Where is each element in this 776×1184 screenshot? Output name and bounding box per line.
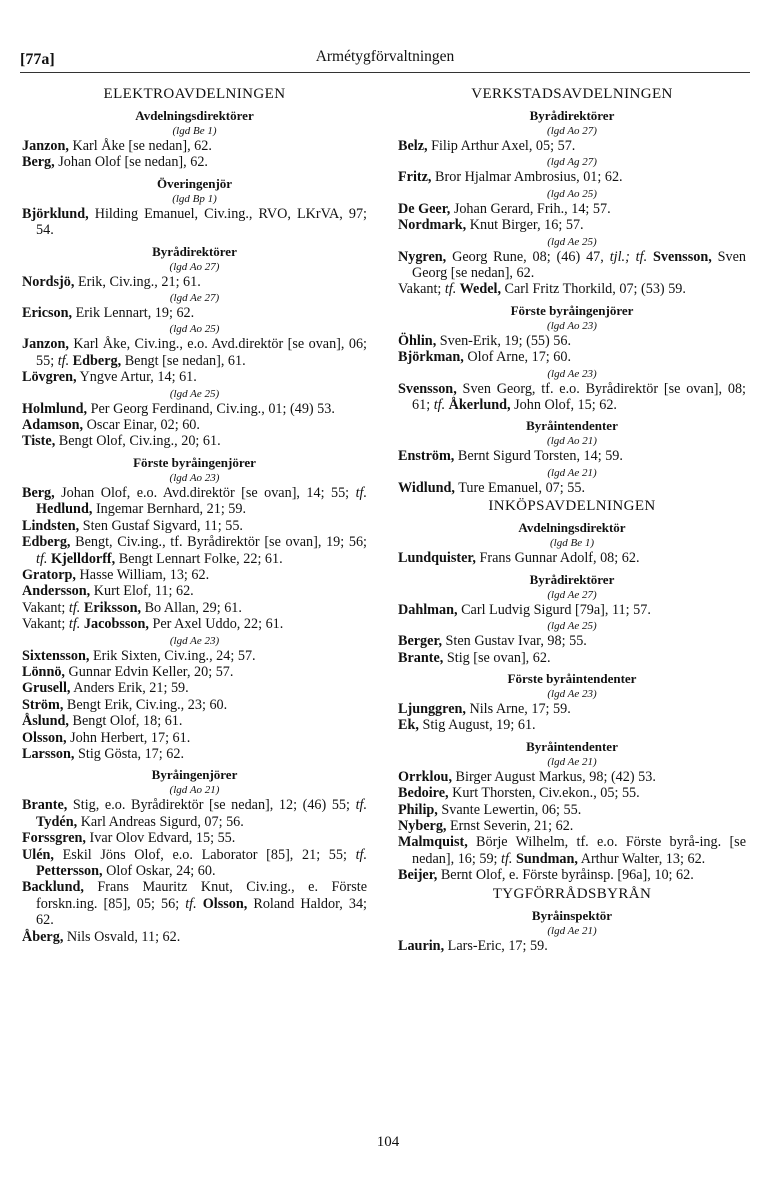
surname: Olsson, [22, 729, 67, 746]
entry-details: Vakant; [22, 599, 69, 616]
entry-details: Nils Osvald, 11; 62. [63, 928, 181, 945]
surname: Öhlin, [398, 332, 437, 349]
acting-marker: tf. [68, 599, 81, 616]
salary-grade: (lgd Ao 21) [547, 435, 597, 448]
entry-details: Ture Emanuel, 07; 55. [454, 479, 585, 496]
entry-details: Johan Gerard, Frih., 14; 57. [450, 200, 611, 217]
entry-details: Kurt Thorsten, Civ.ekon., 05; 55. [448, 785, 640, 802]
staff-entry [22, 616, 367, 632]
acting-surname: Tydén, [36, 813, 78, 830]
position-title: Överingenjör [156, 175, 233, 191]
surname: Bedoire, [398, 785, 449, 802]
entry-details: Vakant; [398, 281, 445, 298]
running-title: Armétygförvaltningen [315, 48, 455, 65]
acting-marker: tf. [355, 484, 367, 501]
staff-entry [398, 802, 746, 818]
surname: Brante, [22, 797, 68, 814]
surname: Nordsjö, [22, 273, 75, 290]
entry-details: Karl Åke [se nedan], 62. [68, 138, 212, 154]
surname: Gratorp, [22, 566, 76, 583]
staff-entry [398, 602, 746, 618]
staff-entry [398, 249, 746, 282]
surname: De Geer, [398, 200, 451, 217]
surname: Lönnö, [22, 663, 65, 680]
entry-details: Nils Arne, 17; 59. [465, 700, 571, 717]
staff-entry [22, 274, 367, 290]
staff-entry [398, 867, 746, 883]
staff-entry [22, 305, 367, 321]
salary-grade: (lgd Ae 21) [547, 755, 597, 768]
entry-details: Yngve Artur, 14; 61. [76, 369, 197, 386]
entry-details: Stig Gösta, 17; 62. [74, 745, 185, 762]
acting-marker: tf. [36, 550, 48, 567]
surname: Berg, [22, 484, 55, 501]
acting-marker: tf. [355, 797, 367, 814]
entry-details: Lars-Eric, 17; 59. [444, 937, 548, 954]
acting-surname: Kjelldorff, [47, 550, 116, 567]
section-heading: ELEKTROAVDELNINGEN [103, 86, 286, 102]
right-column [398, 84, 746, 954]
staff-entry [398, 650, 746, 666]
acting-surname: Olsson, [196, 895, 248, 912]
staff-entry [398, 550, 746, 566]
staff-entry [398, 448, 746, 464]
entry-details: John Herbert, 17; 61. [66, 729, 191, 746]
surname: Nygren, [398, 248, 447, 265]
entry-details: Olof Arne, 17; 60. [463, 349, 572, 366]
salary-grade: (lgd Ao 23) [547, 319, 597, 332]
entry-details: Sven-Erik, 19; (55) 56. [436, 332, 572, 349]
surname: Björkman, [398, 349, 464, 366]
acting-details: Carl Fritz Thorkild, 07; (53) 59. [501, 281, 686, 298]
entry-details: Bernt Sigurd Torsten, 14; 59. [454, 448, 623, 465]
entry-details: Kurt Elof, 11; 62. [90, 583, 194, 600]
surname: Widlund, [398, 479, 455, 496]
staff-entry [22, 847, 367, 880]
staff-entry [398, 333, 746, 349]
position-title: Förste byråingenjörer [510, 302, 634, 318]
salary-grade: (lgd Ae 25) [547, 235, 597, 248]
acting-details: Ingemar Bernhard, 21; 59. [92, 501, 247, 518]
position-title: Förste byråingenjörer [133, 454, 256, 470]
entry-details: Vakant; [22, 616, 69, 633]
position-title: Avdelningsdirektörer [135, 108, 254, 123]
staff-entry [398, 480, 746, 496]
entry-details: Stig August, 19; 61. [418, 717, 536, 734]
entry-details: Karl Åke, Civ.ing., e.o. Avd.direktör [se ovan], 06; 55; [36, 336, 367, 369]
entry-details: Bror Hjalmar Ambrosius, 01; 62. [431, 169, 623, 186]
surname: Enström, [398, 448, 455, 465]
entry-details: Johan Olof, e.o. Avd.direktör [se ovan], 14; 55; [54, 484, 356, 501]
salary-grade: (lgd Be 1) [550, 537, 594, 550]
entry-details: Hasse William, 13; 62. [75, 566, 210, 583]
surname: Holmlund, [22, 400, 88, 417]
position-title: Avdelningsdirektör [518, 520, 626, 536]
staff-entry [22, 797, 367, 830]
staff-entry [22, 336, 367, 369]
staff-entry [22, 664, 367, 680]
acting-marker: tf. [355, 846, 367, 863]
position-title: Byråingenjörer [151, 767, 238, 783]
entry-details: Johan Olof [se nedan], 62. [54, 154, 208, 171]
entry-details: Georg Rune, 08; (46) 47, [446, 248, 610, 265]
staff-entry [22, 154, 367, 170]
staff-entry [22, 433, 367, 449]
staff-entry [398, 169, 746, 185]
staff-entry [22, 518, 367, 534]
entry-details: Oscar Einar, 02; 60. [83, 417, 200, 434]
surname: Orrklou, [398, 768, 452, 785]
surname: Svensson, [398, 380, 457, 397]
surname: Nordmark, [398, 217, 467, 234]
salary-grade: (lgd Ag 27) [547, 156, 597, 169]
acting-surname: Hedlund, [36, 501, 93, 518]
surname: Lundquister, [398, 550, 476, 567]
surname: Dahlman, [398, 601, 458, 618]
staff-entry [22, 567, 367, 583]
entry-details: Stig, e.o. Byrådirektör [se nedan], 12; (46) 55; [67, 797, 356, 814]
surname: Grusell, [22, 680, 71, 697]
surname: Åberg, [22, 928, 64, 945]
entry-details: Erik, Civ.ing., 21; 61. [74, 273, 201, 290]
entry-details: Frans Gunnar Adolf, 08; 62. [475, 550, 640, 567]
staff-entry [22, 401, 367, 417]
surname: Ljunggren, [398, 700, 466, 717]
surname: Janzon, [22, 336, 69, 353]
entry-details: Sten Gustaf Sigvard, 11; 55. [79, 517, 243, 534]
surname: Nyberg, [398, 817, 447, 834]
surname: Sixtensson, [22, 647, 90, 664]
entry-details: Hilding Emanuel, Civ.ing., RVO, LKrVA, 97; 54. [36, 205, 367, 239]
salary-grade: (lgd Ae 27) [547, 588, 597, 601]
acting-details: Bengt [se nedan], 61. [121, 352, 246, 369]
staff-entry [22, 746, 367, 762]
staff-entry [398, 138, 746, 154]
entry-details: Stig [se ovan], 62. [443, 649, 551, 666]
surname: Fritz, [398, 169, 432, 186]
surname: Berger, [398, 633, 442, 650]
section-heading: INKÖPSAVDELNINGEN [488, 498, 656, 515]
staff-entry [22, 583, 367, 599]
salary-grade: (lgd Ao 27) [547, 125, 597, 137]
surname: Tiste, [22, 433, 56, 450]
entry-details: Gunnar Edvin Keller, 20; 57. [64, 663, 234, 680]
entry-details: Ernst Severin, 21; 62. [446, 817, 574, 834]
surname: Berg, [22, 154, 55, 171]
salary-grade: (lgd Ao 27) [169, 260, 220, 273]
acting-marker: tf. [444, 281, 457, 298]
entry-details: Börje Wilhelm, tf. e.o. Förste byrå-ing. [se nedan], 16; 59; [412, 834, 746, 867]
section-heading: VERKSTADSAVDELNINGEN [471, 86, 673, 102]
staff-entry [22, 929, 367, 945]
position-title: Byråintendenter [526, 418, 618, 434]
staff-entry [398, 717, 746, 733]
surname: Edberg, [22, 534, 71, 551]
staff-entry [22, 485, 367, 518]
acting-details: Karl Andreas Sigurd, 07; 56. [77, 813, 244, 830]
acting-surname: Jacobsson, [80, 616, 149, 633]
surname: Ericson, [22, 305, 73, 322]
surname: Forssgren, [22, 830, 86, 847]
acting-marker: tf. [433, 397, 446, 414]
surname: Beijer, [398, 867, 438, 884]
acting-details: Bengt Lennart Folke, 22; 61. [115, 550, 283, 567]
salary-grade: (lgd Ae 25) [169, 387, 220, 400]
entry-details: Knut Birger, 16; 57. [466, 217, 584, 234]
staff-entry [398, 201, 746, 217]
position-title: Byrådirektörer [529, 571, 615, 587]
staff-entry [398, 834, 746, 867]
staff-entry [398, 938, 746, 954]
position-title: Byrådirektörer [529, 108, 615, 123]
staff-entry [22, 730, 367, 746]
surname: Adamson, [22, 417, 84, 434]
salary-grade: (lgd Ae 21) [547, 924, 597, 937]
page-number: 104 [376, 1134, 400, 1150]
acting-details: Roland Haldor, 34; 62. [36, 895, 367, 929]
acting-details: Bo Allan, 29; 61. [141, 599, 242, 616]
salary-grade: (lgd Ao 21) [169, 784, 220, 797]
entry-details: Eskil Jöns Olof, e.o. Laborator [85], 21; 55; [53, 846, 356, 863]
staff-entry [22, 206, 367, 239]
surname: Malmquist, [398, 834, 468, 851]
salary-grade: (lgd Ao 25) [547, 187, 597, 200]
acting-details: John Olof, 15; 62. [510, 397, 617, 414]
staff-entry [22, 879, 367, 928]
surname: Belz, [398, 138, 428, 154]
staff-entry [398, 701, 746, 717]
entry-details: Ivar Olov Edvard, 15; 55. [85, 830, 236, 847]
position-title: Förste byråintendenter [507, 670, 637, 686]
acting-marker: tf. [501, 850, 513, 867]
surname: Ström, [22, 696, 64, 713]
acting-details: Arthur Walter, 13; 62. [577, 850, 706, 867]
entry-details: Sten Gustav Ivar, 98; 55. [442, 633, 587, 650]
entry-details: Bernt Olof, e. Förste byråinsp. [96a], 10; 62. [437, 867, 694, 884]
entry-details: Svante Lewertin, 06; 55. [437, 801, 582, 818]
surname: Ek, [398, 717, 419, 734]
position-title: Byrådirektörer [152, 243, 237, 259]
entry-details: Bengt, Civ.ing., tf. Byrådirektör [se ovan], 19; 56; [70, 534, 367, 551]
staff-entry [22, 369, 367, 385]
surname: Åslund, [22, 713, 69, 730]
acting-marker: tf. [68, 616, 81, 633]
acting-surname: Åkerlund, [445, 397, 511, 414]
entry-details: Per Georg Ferdinand, Civ.ing., 01; (49) 53. [87, 400, 335, 417]
position-title: Byråintendenter [526, 738, 618, 754]
acting-surname: Sundman, [512, 850, 578, 867]
staff-entry [398, 281, 746, 297]
staff-entry [398, 769, 746, 785]
staff-entry [22, 534, 367, 567]
staff-entry [22, 417, 367, 433]
staff-entry [398, 349, 746, 365]
staff-entry [398, 381, 746, 414]
staff-entry [398, 633, 746, 649]
entry-details: Sven Georg, tf. e.o. Byrådirektör [se ovan], 08; 61; [412, 380, 746, 414]
surname: Laurin, [398, 937, 445, 954]
entry-details: Anders Erik, 21; 59. [70, 680, 189, 697]
surname: Backlund, [22, 879, 84, 896]
acting-surname: Pettersson, [36, 863, 103, 879]
surname: Lindsten, [22, 517, 80, 534]
entry-details: Birger August Markus, 98; (42) 53. [452, 768, 656, 785]
entry-details: Bengt Olof, 18; 61. [68, 713, 183, 730]
section-heading: TYGFÖRRÅDSBYRÅN [492, 885, 652, 902]
left-column [22, 84, 367, 945]
salary-grade: (lgd Ae 23) [547, 367, 597, 380]
position-title: Byråinspektör [531, 907, 613, 923]
surname: Andersson, [22, 583, 91, 600]
salary-grade: (lgd Ao 23) [169, 471, 220, 484]
staff-entry [22, 697, 367, 713]
acting-details: Olof Oskar, 24; 60. [102, 863, 216, 879]
staff-entry [22, 830, 367, 846]
staff-entry [22, 138, 367, 154]
entry-details: Erik Sixten, Civ.ing., 24; 57. [89, 647, 256, 664]
acting-surname: Svensson, [647, 248, 712, 265]
surname: Björklund, [22, 205, 89, 222]
salary-grade: (lgd Ae 25) [547, 620, 597, 633]
surname: Janzon, [22, 138, 69, 154]
page-reference: [77a] [20, 51, 55, 68]
surname: Lövgren, [22, 369, 77, 386]
staff-entry [22, 713, 367, 729]
entry-details: Bengt Olof, Civ.ing., 20; 61. [55, 433, 221, 450]
entry-details: Filip Arthur Axel, 05; 57. [427, 138, 576, 154]
surname: Larsson, [22, 745, 75, 762]
staff-entry [22, 680, 367, 696]
acting-marker: tf. [57, 352, 70, 369]
acting-marker: tf. [185, 895, 197, 912]
acting-marker: tjl.; tf. [609, 248, 648, 265]
surname: Brante, [398, 649, 444, 666]
salary-grade: (lgd Ae 21) [547, 466, 597, 479]
salary-grade: (lgd Ae 23) [547, 687, 597, 700]
salary-grade: (lgd Ae 27) [169, 292, 220, 305]
salary-grade: (lgd Ae 23) [169, 634, 220, 647]
salary-grade: (lgd Be 1) [172, 125, 217, 137]
staff-entry [398, 217, 746, 233]
surname: Ulén, [22, 846, 54, 863]
salary-grade: (lgd Bp 1) [172, 192, 217, 205]
acting-surname: Eriksson, [80, 599, 142, 616]
entry-details: Erik Lennart, 19; 62. [72, 305, 195, 322]
staff-entry [398, 785, 746, 801]
staff-entry [22, 648, 367, 664]
acting-surname: Edberg, [69, 352, 122, 369]
acting-details: Per Axel Uddo, 22; 61. [148, 616, 284, 633]
salary-grade: (lgd Ao 25) [169, 323, 220, 336]
acting-surname: Wedel, [456, 281, 501, 298]
acting-details: Sven Georg [se nedan], 62. [412, 248, 747, 282]
entry-details: Frans Mauritz Knut, Civ.ing., e. Förste forskn.ing. [85], 05; 56; [36, 879, 367, 912]
staff-entry [398, 818, 746, 834]
entry-details: Bengt Erik, Civ.ing., 23; 60. [63, 696, 228, 713]
surname: Philip, [398, 801, 438, 818]
entry-details: Carl Ludvig Sigurd [79a], 11; 57. [457, 601, 651, 618]
staff-entry [22, 600, 367, 616]
page-header [20, 48, 750, 73]
